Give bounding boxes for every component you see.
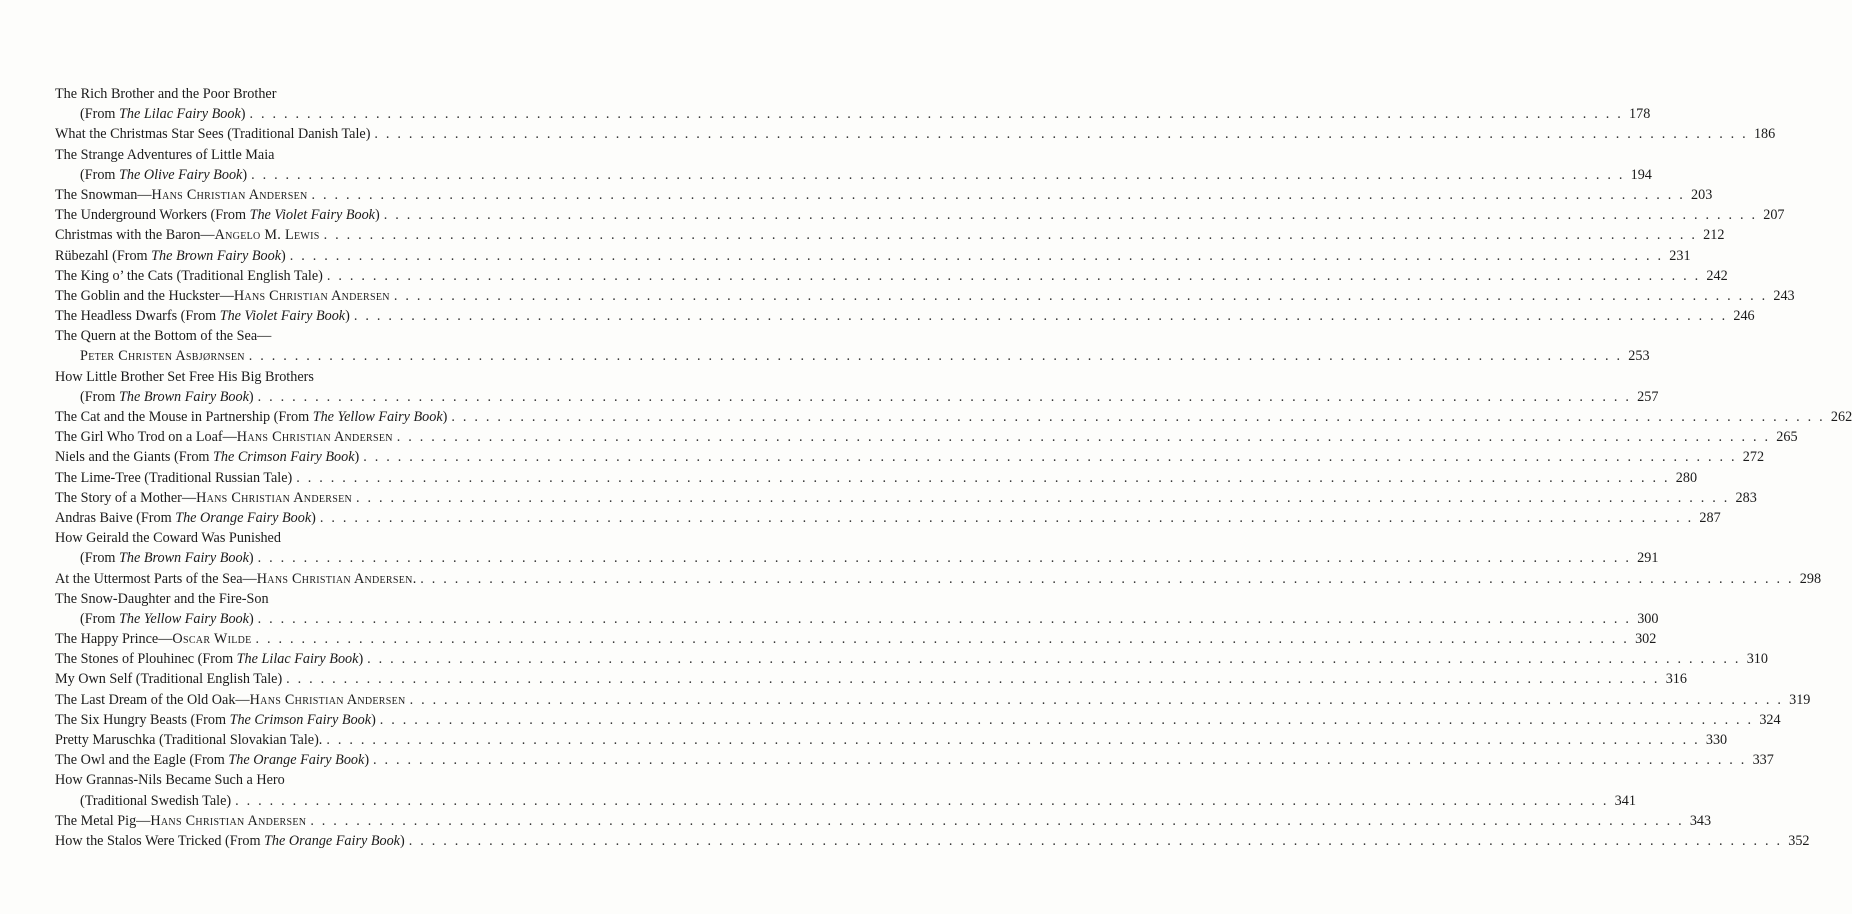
toc-entry bbox=[55, 225, 1725, 245]
title-text: ) bbox=[248, 610, 254, 627]
page-number: 242 bbox=[1706, 267, 1728, 284]
page-number: 243 bbox=[1773, 287, 1795, 304]
page-number: 283 bbox=[1735, 489, 1757, 506]
toc-entry bbox=[55, 730, 1728, 750]
dot-leader: . . . . . . . . . . . . . . . . . . . . . . . . . . . . . . . . . . . . . . . . . . . . . . . . . . . . . . . . . . . . . . . . . . . . . . . . . . . . . . . . . . . . . . . . . . . . . . . . . . . . . . . . . . . . . . . . . . . . . . . . bbox=[420, 570, 1794, 587]
toc-entry bbox=[55, 831, 1810, 851]
toc-entry-heading bbox=[55, 145, 511, 165]
title-text: How Geirald the Coward Was Punished bbox=[55, 530, 281, 547]
toc-entry bbox=[55, 629, 1657, 649]
toc-entry bbox=[55, 649, 1768, 669]
toc-entry-title bbox=[80, 104, 246, 124]
page-number: 341 bbox=[1614, 792, 1636, 809]
toc-entry-title bbox=[55, 84, 276, 104]
dot-leader: . . . . . . . . . . . . . . . . . . . . . . . . . . . . . . . . . . . . . . . . . . . . . . . . . . . . . . . . . . . . . . . . . . . . . . . . . . . . . . . . . . . . . . . . . . . . . . . . . . . . . . . . . . . . . . . . . . . . . . . . bbox=[311, 186, 1686, 203]
toc-entry-title bbox=[55, 811, 306, 831]
page-number: 272 bbox=[1742, 449, 1765, 466]
page-number: 178 bbox=[1629, 106, 1651, 123]
title-text: My Own Self (Traditional English Tale) bbox=[55, 671, 283, 688]
title-text: ) bbox=[374, 207, 380, 224]
dot-leader: . . . . . . . . . . . . . . . . . . . . . . . . . . . . . . . . . . . . . . . . . . . . . . . . . . . . . . . . . . . . . . . . . . . . . . . . . . . . . . . . . . . . . . . . . . . . . . . . . . . . . . . . . . . . . . . . . . . . . . . . bbox=[286, 671, 1660, 688]
toc-entry bbox=[55, 669, 1687, 689]
toc-entry-title bbox=[80, 165, 247, 185]
toc-entry-title bbox=[55, 468, 292, 488]
dot-leader: . . . . . . . . . . . . . . . . . . . . . . . . . . . . . . . . . . . . . . . . . . . . . . . . . . . . . . . . . . . . . . . . . . . . . . . . . . . . . . . . . . . . . . . . . . . . . . . . . . . . . . . . . . . . . . . . . . . . . . . . bbox=[379, 711, 1754, 728]
toc-entry bbox=[55, 447, 1765, 467]
dot-leader: . . . . . . . . . . . . . . . . . . . . . . . . . . . . . . . . . . . . . . . . . . . . . . . . . . . . . . . . . . . . . . . . . . . . . . . . . . . . . . . . . . . . . . . . . . . . . . . . . . . . . . . . . . . . . . . . . . . . . . . . bbox=[248, 348, 1623, 365]
title-text: ) bbox=[240, 106, 246, 123]
toc-entry bbox=[55, 407, 1852, 427]
author-name: Angelo M. Lewis bbox=[214, 227, 320, 244]
dot-leader: . . . . . . . . . . . . . . . . . . . . . . . . . . . . . . . . . . . . . . . . . . . . . . . . . . . . . . . . . . . . . . . . . . . . . . . . . . . . . . . . . . . . . . . . . . . . . . . . . . . . . . . . . . . . . . . . . . . . . . . . bbox=[289, 247, 1664, 264]
toc-entry-title bbox=[55, 306, 350, 326]
title-text: (From bbox=[80, 166, 120, 183]
dot-leader: . . . . . . . . . . . . . . . . . . . . . . . . . . . . . . . . . . . . . . . . . . . . . . . . . . . . . . . . . . . . . . . . . . . . . . . . . . . . . . . . . . . . . . . . . . . . . . . . . . . . . . . . . . . . . . . . . . . . . . . . bbox=[310, 812, 1684, 829]
dot-leader: . . . . . . . . . . . . . . . . . . . . . . . . . . . . . . . . . . . . . . . . . . . . . . . . . . . . . . . . . . . . . . . . . . . . . . . . . . . . . . . . . . . . . . . . . . . . . . . . . . . . . . . . . . . . . . . . . . . . . . . . bbox=[409, 691, 1784, 708]
page-number: 203 bbox=[1691, 186, 1713, 203]
toc-entry-title bbox=[55, 225, 320, 245]
title-text: The Quern at the Bottom of the Sea— bbox=[55, 328, 272, 345]
dot-leader: . . . . . . . . . . . . . . . . . . . . . . . . . . . . . . . . . . . . . . . . . . . . . . . . . . . . . . . . . . . . . . . . . . . . . . . . . . . . . . . . . . . . . . . . . . . . . . . . . . . . . . . . . . . . . . . . . . . . . . . . bbox=[249, 106, 1624, 123]
book-title: The Violet Fairy Book bbox=[219, 308, 346, 325]
toc-entry-title bbox=[55, 326, 271, 346]
title-text: The Goblin and the Huckster— bbox=[55, 287, 234, 304]
dot-leader: . . . . . . . . . . . . . . . . . . . . . . . . . . . . . . . . . . . . . . . . . . . . . . . . . . . . . . . . . . . . . . . . . . . . . . . . . . . . . . . . . . . . . . . . . . . . . . . . . . . . . . . . . . . . . . . . . . . . . . . . bbox=[353, 308, 1728, 325]
book-title: The Lilac Fairy Book bbox=[119, 106, 241, 123]
author-name: Hans Christian Andersen bbox=[233, 287, 390, 304]
book-title: The Yellow Fairy Book bbox=[312, 409, 443, 425]
title-text: ) bbox=[364, 752, 370, 769]
toc-entry-title bbox=[55, 669, 282, 689]
toc-entry bbox=[55, 286, 1795, 306]
title-text: Pretty Maruschka (Traditional Slovakian Tale). bbox=[55, 732, 323, 748]
toc-entry-heading bbox=[55, 528, 511, 548]
author-name: Hans Christian Andersen bbox=[150, 812, 307, 829]
page-number: 186 bbox=[1753, 126, 1776, 143]
toc-entry-title bbox=[80, 548, 254, 568]
toc-entry bbox=[55, 104, 1651, 124]
toc-entry-heading bbox=[55, 84, 511, 104]
page-number: 352 bbox=[1788, 832, 1810, 849]
title-text: At the Uttermost Parts of the Sea— bbox=[55, 570, 257, 587]
toc-entry-title bbox=[55, 629, 252, 649]
toc-entry-title bbox=[55, 407, 447, 427]
page-number: 316 bbox=[1665, 671, 1687, 688]
toc-entry bbox=[55, 387, 1659, 407]
title-text: What the Christmas Star Sees (Traditional Danish Tale) bbox=[55, 126, 371, 143]
toc-entry-title bbox=[55, 185, 308, 205]
toc-entry bbox=[55, 165, 1652, 185]
toc-entry bbox=[55, 185, 1713, 205]
page-number: 253 bbox=[1628, 348, 1650, 365]
toc-entry bbox=[55, 791, 1636, 811]
page-number: 319 bbox=[1789, 691, 1811, 708]
dot-leader: . . . . . . . . . . . . . . . . . . . . . . . . . . . . . . . . . . . . . . . . . . . . . . . . . . . . . . . . . . . . . . . . . . . . . . . . . . . . . . . . . . . . . . . . . . . . . . . . . . . . . . . . . . . . . . . . . . . . . . . . bbox=[323, 227, 1698, 244]
page-number: 194 bbox=[1630, 166, 1652, 183]
toc-entry-title bbox=[55, 690, 406, 710]
title-text: ) bbox=[248, 550, 254, 567]
toc-entry-title bbox=[55, 649, 363, 669]
page-number: 262 bbox=[1830, 409, 1852, 425]
dot-leader: . . . . . . . . . . . . . . . . . . . . . . . . . . . . . . . . . . . . . . . . . . . . . . . . . . . . . . . . . . . . . . . . . . . . . . . . . . . . . . . . . . . . . . . . . . . . . . . . . . . . . . . . . . . . . . . . . . . . . . . . bbox=[251, 166, 1625, 183]
title-text: The Metal Pig— bbox=[55, 812, 151, 829]
book-title: The Crimson Fairy Book bbox=[229, 711, 372, 728]
toc-entry-heading bbox=[55, 589, 511, 609]
toc-entry bbox=[55, 548, 1659, 568]
dot-leader: . . . . . . . . . . . . . . . . . . . . . . . . . . . . . . . . . . . . . . . . . . . . . . . . . . . . . . . . . . . . . . . . . . . . . . . . . . . . . . . . . . . . . . . . . . . . . . . . . . . . . . . . . . . . . . . . . . . . . . . . bbox=[257, 550, 1632, 567]
title-text: The King o’ the Cats (Traditional English Tale) bbox=[55, 267, 323, 284]
dot-leader: . . . . . . . . . . . . . . . . . . . . . . . . . . . . . . . . . . . . . . . . . . . . . . . . . . . . . . . . . . . . . . . . . . . . . . . . . . . . . . . . . . . . . . . . . . . . . . . . . . . . . . . . . . . . . . . . . . . . . . . . bbox=[326, 732, 1700, 748]
title-text: The Six Hungry Beasts (From bbox=[55, 711, 230, 728]
author-name: Hans Christian Andersen bbox=[196, 489, 353, 506]
toc-entry bbox=[55, 468, 1698, 488]
author-name: Hans Christian Andersen bbox=[256, 570, 413, 587]
author-name: Hans Christian Andersen bbox=[151, 186, 308, 203]
title-text: The Snowman— bbox=[55, 186, 152, 203]
toc-entry-title bbox=[55, 427, 393, 447]
dot-leader: . . . . . . . . . . . . . . . . . . . . . . . . . . . . . . . . . . . . . . . . . . . . . . . . . . . . . . . . . . . . . . . . . . . . . . . . . . . . . . . . . . . . . . . . . . . . . . . . . . . . . . . . . . . . . . . . . . . . . . . . bbox=[396, 429, 1771, 446]
toc-entry-title bbox=[55, 124, 370, 144]
toc-entry-title bbox=[55, 286, 390, 306]
title-text: ) bbox=[354, 449, 360, 466]
toc-entry-title bbox=[55, 750, 369, 770]
book-title: The Brown Fairy Book bbox=[151, 247, 282, 264]
title-text: Rübezahl (From bbox=[55, 247, 152, 264]
dot-leader: . . . . . . . . . . . . . . . . . . . . . . . . . . . . . . . . . . . . . . . . . . . . . . . . . . . . . . . . . . . . . . . . . . . . . . . . . . . . . . . . . . . . . . . . . . . . . . . . . . . . . . . . . . . . . . . . . . . . . . . . bbox=[255, 631, 1630, 648]
toc-entry-title bbox=[80, 609, 254, 629]
title-text: The Story of a Mother— bbox=[55, 489, 197, 506]
dot-leader: . . . . . . . . . . . . . . . . . . . . . . . . . . . . . . . . . . . . . . . . . . . . . . . . . . . . . . . . . . . . . . . . . . . . . . . . . . . . . . . . . . . . . . . . . . . . . . . . . . . . . . . . . . . . . . . . . . . . . . . . bbox=[383, 207, 1758, 224]
dot-leader: . . . . . . . . . . . . . . . . . . . . . . . . . . . . . . . . . . . . . . . . . . . . . . . . . . . . . . . . . . . . . . . . . . . . . . . . . . . . . . . . . . . . . . . . . . . . . . . . . . . . . . . . . . . . . . . . . . . . . . . . bbox=[408, 832, 1783, 849]
title-text: Andras Baive (From bbox=[55, 509, 176, 526]
page-number: 298 bbox=[1799, 570, 1822, 587]
page-number: 310 bbox=[1746, 651, 1768, 668]
title-text: ) bbox=[242, 166, 248, 183]
toc-entry-title bbox=[55, 488, 352, 508]
title-text: The Strange Adventures of Little Maia bbox=[55, 146, 275, 163]
title-text: The Last Dream of the Old Oak— bbox=[55, 691, 250, 708]
book-title: The Orange Fairy Book bbox=[228, 752, 365, 769]
toc-entry-title bbox=[55, 710, 376, 730]
dot-leader: . . . . . . . . . . . . . . . . . . . . . . . . . . . . . . . . . . . . . . . . . . . . . . . . . . . . . . . . . . . . . . . . . . . . . . . . . . . . . . . . . . . . . . . . . . . . . . . . . . . . . . . . . . . . . . . . . . . . . . . . bbox=[319, 509, 1694, 526]
toc-entry-title bbox=[55, 770, 285, 790]
toc-entry-heading bbox=[55, 326, 511, 346]
page-number: 337 bbox=[1752, 752, 1774, 769]
title-text: Niels and the Giants (From bbox=[55, 449, 214, 466]
page-number: 343 bbox=[1689, 812, 1712, 829]
toc-entry-title bbox=[55, 266, 323, 286]
dot-leader: . . . . . . . . . . . . . . . . . . . . . . . . . . . . . . . . . . . . . . . . . . . . . . . . . . . . . . . . . . . . . . . . . . . . . . . . . . . . . . . . . . . . . . . . . . . . . . . . . . . . . . . . . . . . . . . . . . . . . . . . bbox=[451, 409, 1825, 425]
title-text: ) bbox=[358, 651, 364, 668]
toc-entry bbox=[55, 266, 1728, 286]
title-text: (From bbox=[80, 610, 120, 627]
dot-leader: . . . . . . . . . . . . . . . . . . . . . . . . . . . . . . . . . . . . . . . . . . . . . . . . . . . . . . . . . . . . . . . . . . . . . . . . . . . . . . . . . . . . . . . . . . . . . . . . . . . . . . . . . . . . . . . . . . . . . . . . bbox=[296, 469, 1670, 486]
toc-entry bbox=[55, 609, 1659, 629]
book-title: The Orange Fairy Book bbox=[175, 509, 312, 526]
toc-entry bbox=[55, 750, 1774, 770]
page-number: 265 bbox=[1776, 429, 1798, 446]
dot-leader: . . . . . . . . . . . . . . . . . . . . . . . . . . . . . . . . . . . . . . . . . . . . . . . . . . . . . . . . . . . . . . . . . . . . . . . . . . . . . . . . . . . . . . . . . . . . . . . . . . . . . . . . . . . . . . . . . . . . . . . . bbox=[235, 792, 1609, 809]
dot-leader: . . . . . . . . . . . . . . . . . . . . . . . . . . . . . . . . . . . . . . . . . . . . . . . . . . . . . . . . . . . . . . . . . . . . . . . . . . . . . . . . . . . . . . . . . . . . . . . . . . . . . . . . . . . . . . . . . . . . . . . . bbox=[373, 752, 1747, 769]
toc-entry-title bbox=[80, 791, 231, 811]
author-name: Hans Christian Andersen bbox=[236, 429, 393, 446]
title-text: The Owl and the Eagle (From bbox=[55, 752, 229, 769]
toc-entry bbox=[55, 427, 1798, 447]
toc-entry bbox=[55, 569, 1822, 589]
title-text: (From bbox=[80, 388, 120, 405]
toc-entry bbox=[55, 508, 1721, 528]
title-text: ) bbox=[248, 388, 254, 405]
toc-entry bbox=[55, 124, 1776, 144]
toc-entry bbox=[55, 306, 1755, 326]
toc-entry bbox=[55, 690, 1811, 710]
toc-entry bbox=[55, 710, 1781, 730]
author-name: Hans Christian Andersen bbox=[249, 691, 406, 708]
toc-entry bbox=[55, 205, 1785, 225]
toc-entry-heading bbox=[55, 770, 511, 790]
title-text: ) bbox=[371, 711, 376, 728]
title-text: How Little Brother Set Free His Big Brothers bbox=[55, 368, 314, 385]
page-number: 207 bbox=[1763, 207, 1785, 224]
book-title: The Orange Fairy Book bbox=[264, 832, 400, 849]
title-text: The Underground Workers (From bbox=[55, 207, 250, 224]
book-title: The Brown Fairy Book bbox=[119, 550, 249, 567]
title-text: ) bbox=[281, 247, 286, 264]
toc-entry-title bbox=[55, 589, 269, 609]
page-number: 246 bbox=[1733, 308, 1755, 325]
toc-entry-title bbox=[55, 447, 359, 467]
toc-entry-title bbox=[55, 508, 316, 528]
toc-entry-title bbox=[55, 730, 322, 750]
title-text: The Happy Prince— bbox=[55, 631, 173, 648]
title-text: The Lime-Tree (Traditional Russian Tale) bbox=[55, 469, 293, 486]
toc-entry-title bbox=[55, 246, 286, 266]
title-text: ) bbox=[345, 308, 350, 325]
title-text: The Snow-Daughter and the Fire-Son bbox=[55, 590, 269, 607]
book-title: The Crimson Fairy Book bbox=[213, 449, 355, 466]
book-title: The Lilac Fairy Book bbox=[236, 651, 359, 668]
dot-leader: . . . . . . . . . . . . . . . . . . . . . . . . . . . . . . . . . . . . . . . . . . . . . . . . . . . . . . . . . . . . . . . . . . . . . . . . . . . . . . . . . . . . . . . . . . . . . . . . . . . . . . . . . . . . . . . . . . . . . . . . bbox=[326, 267, 1701, 284]
book-title: The Violet Fairy Book bbox=[249, 207, 375, 224]
author-name: Oscar Wilde bbox=[172, 631, 252, 648]
page-number: 302 bbox=[1635, 631, 1657, 648]
book-title: The Olive Fairy Book bbox=[119, 166, 243, 183]
title-text: The Headless Dwarfs (From bbox=[55, 308, 220, 325]
title-text: Christmas with the Baron— bbox=[55, 227, 215, 244]
toc-entry-title bbox=[55, 205, 380, 225]
title-text: ) bbox=[399, 832, 405, 849]
toc-entry-title bbox=[55, 145, 274, 165]
dot-leader: . . . . . . . . . . . . . . . . . . . . . . . . . . . . . . . . . . . . . . . . . . . . . . . . . . . . . . . . . . . . . . . . . . . . . . . . . . . . . . . . . . . . . . . . . . . . . . . . . . . . . . . . . . . . . . . . . . . . . . . . bbox=[367, 651, 1741, 668]
title-text: The Girl Who Trod on a Loaf— bbox=[55, 429, 237, 446]
title-text: (From bbox=[80, 106, 120, 123]
toc-entry bbox=[55, 488, 1757, 508]
toc-entry bbox=[55, 811, 1712, 831]
title-text: (From bbox=[80, 550, 120, 567]
dot-leader: . . . . . . . . . . . . . . . . . . . . . . . . . . . . . . . . . . . . . . . . . . . . . . . . . . . . . . . . . . . . . . . . . . . . . . . . . . . . . . . . . . . . . . . . . . . . . . . . . . . . . . . . . . . . . . . . . . . . . . . . bbox=[363, 449, 1737, 466]
table-of-contents bbox=[55, 84, 1852, 851]
dot-leader: . . . . . . . . . . . . . . . . . . . . . . . . . . . . . . . . . . . . . . . . . . . . . . . . . . . . . . . . . . . . . . . . . . . . . . . . . . . . . . . . . . . . . . . . . . . . . . . . . . . . . . . . . . . . . . . . . . . . . . . . bbox=[257, 610, 1632, 627]
book-title: The Yellow Fairy Book bbox=[119, 610, 249, 627]
page-number: 291 bbox=[1637, 550, 1659, 567]
page-number: 231 bbox=[1669, 247, 1691, 264]
author-name: Peter Christen Asbjørnsen bbox=[80, 348, 245, 365]
title-text: ) bbox=[311, 509, 316, 526]
toc-entry-title bbox=[80, 346, 245, 366]
toc-entry-title bbox=[55, 528, 281, 548]
toc-entry bbox=[55, 246, 1691, 266]
page-number: 257 bbox=[1637, 388, 1659, 405]
title-text: The Stones of Plouhinec (From bbox=[55, 651, 237, 668]
page-number: 287 bbox=[1699, 509, 1721, 526]
page-number: 300 bbox=[1637, 610, 1659, 627]
page-number: 212 bbox=[1703, 227, 1725, 244]
toc-entry-title bbox=[55, 367, 314, 387]
toc-entry-title bbox=[55, 831, 405, 851]
page-number: 324 bbox=[1759, 711, 1781, 728]
dot-leader: . . . . . . . . . . . . . . . . . . . . . . . . . . . . . . . . . . . . . . . . . . . . . . . . . . . . . . . . . . . . . . . . . . . . . . . . . . . . . . . . . . . . . . . . . . . . . . . . . . . . . . . . . . . . . . . . . . . . . . . . bbox=[356, 489, 1730, 506]
book-title: The Brown Fairy Book bbox=[119, 388, 249, 405]
page-number: 280 bbox=[1675, 469, 1698, 486]
dot-leader: . . . . . . . . . . . . . . . . . . . . . . . . . . . . . . . . . . . . . . . . . . . . . . . . . . . . . . . . . . . . . . . . . . . . . . . . . . . . . . . . . . . . . . . . . . . . . . . . . . . . . . . . . . . . . . . . . . . . . . . . bbox=[257, 388, 1632, 405]
dot-leader: . . . . . . . . . . . . . . . . . . . . . . . . . . . . . . . . . . . . . . . . . . . . . . . . . . . . . . . . . . . . . . . . . . . . . . . . . . . . . . . . . . . . . . . . . . . . . . . . . . . . . . . . . . . . . . . . . . . . . . . . bbox=[374, 126, 1748, 143]
title-text: . bbox=[412, 570, 417, 587]
title-text: (Traditional Swedish Tale) bbox=[80, 792, 232, 809]
title-text: How Grannas-Nils Became Such a Hero bbox=[55, 772, 285, 789]
toc-entry-heading bbox=[55, 367, 511, 387]
title-text: The Rich Brother and the Poor Brother bbox=[55, 86, 277, 102]
toc-entry-title bbox=[80, 387, 254, 407]
toc-entry-title bbox=[55, 569, 416, 589]
title-text: ) bbox=[442, 409, 448, 425]
dot-leader: . . . . . . . . . . . . . . . . . . . . . . . . . . . . . . . . . . . . . . . . . . . . . . . . . . . . . . . . . . . . . . . . . . . . . . . . . . . . . . . . . . . . . . . . . . . . . . . . . . . . . . . . . . . . . . . . . . . . . . . . bbox=[393, 287, 1768, 304]
toc-entry bbox=[55, 346, 1650, 366]
page-number: 330 bbox=[1705, 732, 1728, 748]
title-text: The Cat and the Mouse in Partnership (From bbox=[55, 409, 313, 425]
title-text: How the Stalos Were Tricked (From bbox=[55, 832, 265, 849]
